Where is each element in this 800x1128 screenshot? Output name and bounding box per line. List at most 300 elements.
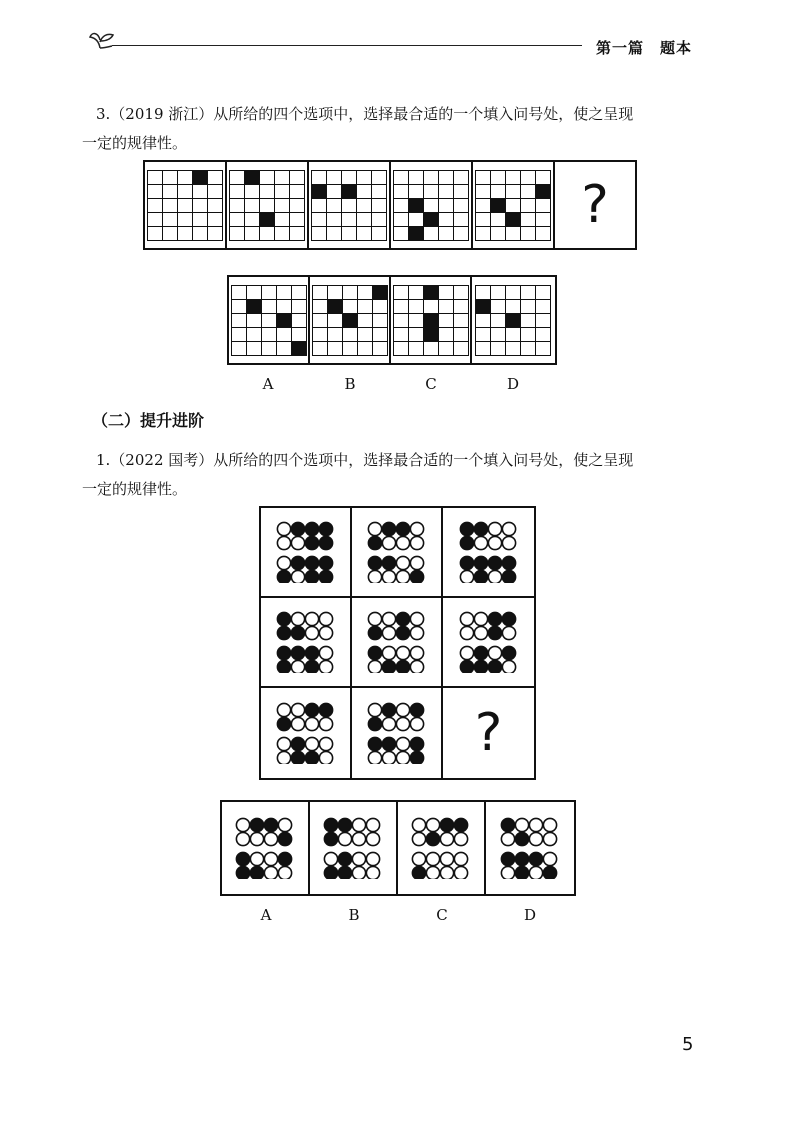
grid-square bbox=[536, 328, 551, 342]
grid-square bbox=[260, 199, 275, 213]
white-circle bbox=[278, 818, 291, 831]
grid-square bbox=[394, 171, 409, 185]
white-circle bbox=[410, 646, 423, 659]
circle-figure bbox=[458, 611, 520, 673]
option-b[interactable] bbox=[310, 802, 398, 894]
white-circle bbox=[250, 852, 263, 865]
grid-square bbox=[409, 227, 424, 241]
black-circle bbox=[305, 570, 318, 583]
grid-square bbox=[521, 185, 536, 199]
white-circle bbox=[488, 536, 501, 549]
grid-square bbox=[439, 213, 454, 227]
matrix-cell bbox=[261, 688, 352, 778]
grid-square bbox=[491, 286, 506, 300]
grid-square bbox=[208, 213, 223, 227]
white-circle bbox=[501, 866, 514, 879]
grid-square bbox=[454, 171, 469, 185]
black-circle bbox=[277, 717, 290, 730]
grid-square bbox=[373, 314, 388, 328]
grid-square bbox=[245, 199, 260, 213]
white-circle bbox=[410, 556, 423, 569]
white-circle bbox=[412, 852, 425, 865]
black-circle bbox=[236, 852, 249, 865]
grid-square bbox=[491, 199, 506, 213]
matrix-cell bbox=[261, 508, 352, 598]
black-circle bbox=[278, 832, 291, 845]
black-circle bbox=[319, 570, 332, 583]
white-circle bbox=[338, 832, 351, 845]
white-circle bbox=[368, 660, 381, 673]
matrix-cell bbox=[352, 508, 443, 598]
grid-square bbox=[409, 171, 424, 185]
white-circle bbox=[382, 751, 395, 764]
black-circle bbox=[474, 570, 487, 583]
question-3-options bbox=[227, 275, 557, 365]
black-circle bbox=[368, 556, 381, 569]
white-circle bbox=[305, 612, 318, 625]
black-circle bbox=[324, 866, 337, 879]
white-circle bbox=[474, 536, 487, 549]
grid-square bbox=[343, 286, 358, 300]
grid-square bbox=[439, 300, 454, 314]
black-circle bbox=[502, 646, 515, 659]
white-circle bbox=[319, 646, 332, 659]
grid-square bbox=[148, 227, 163, 241]
grid-square bbox=[163, 213, 178, 227]
question-mark-cell bbox=[555, 162, 635, 248]
option-c[interactable] bbox=[398, 802, 486, 894]
grid-square bbox=[327, 185, 342, 199]
grid-square bbox=[232, 328, 247, 342]
grid-square bbox=[313, 328, 328, 342]
header-rule bbox=[112, 45, 582, 46]
grid-square bbox=[262, 342, 277, 356]
matrix-cell bbox=[261, 598, 352, 688]
grid-square bbox=[290, 227, 305, 241]
option-a[interactable] bbox=[222, 802, 310, 894]
grid-square bbox=[328, 342, 343, 356]
grid-square bbox=[313, 286, 328, 300]
grid-square bbox=[312, 227, 327, 241]
black-circle bbox=[305, 646, 318, 659]
white-circle bbox=[410, 660, 423, 673]
white-circle bbox=[410, 522, 423, 535]
grid-square bbox=[536, 342, 551, 356]
grid-square bbox=[292, 314, 307, 328]
grid-square bbox=[357, 199, 372, 213]
white-circle bbox=[454, 832, 467, 845]
black-circle bbox=[338, 866, 351, 879]
grid-square bbox=[394, 227, 409, 241]
white-circle bbox=[305, 717, 318, 730]
white-circle bbox=[319, 612, 332, 625]
black-circle bbox=[277, 660, 290, 673]
grid-square bbox=[262, 300, 277, 314]
grid-square bbox=[230, 171, 245, 185]
black-circle bbox=[324, 818, 337, 831]
grid-square bbox=[327, 227, 342, 241]
grid-square bbox=[373, 328, 388, 342]
grid-figure bbox=[311, 170, 387, 241]
grid-square bbox=[424, 199, 439, 213]
section-title: （二）提升进阶 bbox=[92, 411, 205, 430]
question-mark: ? bbox=[474, 703, 503, 763]
grid-square bbox=[506, 314, 521, 328]
grid-square bbox=[230, 199, 245, 213]
grid-square bbox=[424, 213, 439, 227]
grid-square bbox=[409, 328, 424, 342]
grid-square bbox=[193, 199, 208, 213]
grid-square bbox=[424, 286, 439, 300]
black-circle bbox=[291, 556, 304, 569]
white-circle bbox=[382, 536, 395, 549]
black-circle bbox=[264, 818, 277, 831]
grid-square bbox=[232, 300, 247, 314]
black-circle bbox=[250, 866, 263, 879]
white-circle bbox=[368, 522, 381, 535]
white-circle bbox=[382, 612, 395, 625]
black-circle bbox=[368, 646, 381, 659]
black-circle bbox=[291, 522, 304, 535]
grid-square bbox=[247, 300, 262, 314]
grid-square bbox=[454, 314, 469, 328]
circle-figure bbox=[275, 702, 337, 764]
grid-square bbox=[439, 185, 454, 199]
black-circle bbox=[277, 626, 290, 639]
grid-square bbox=[409, 199, 424, 213]
grid-square bbox=[245, 185, 260, 199]
white-circle bbox=[368, 703, 381, 716]
white-circle bbox=[396, 556, 409, 569]
grid-square bbox=[178, 199, 193, 213]
black-circle bbox=[277, 570, 290, 583]
grid-square bbox=[262, 328, 277, 342]
grid-square bbox=[372, 199, 387, 213]
grid-square bbox=[476, 227, 491, 241]
grid-square bbox=[358, 342, 373, 356]
grid-square bbox=[424, 328, 439, 342]
white-circle bbox=[291, 612, 304, 625]
grid-square bbox=[521, 171, 536, 185]
white-circle bbox=[488, 522, 501, 535]
grid-figure bbox=[312, 285, 388, 356]
white-circle bbox=[236, 832, 249, 845]
grid-square bbox=[358, 286, 373, 300]
grid-square bbox=[312, 171, 327, 185]
white-circle bbox=[352, 832, 365, 845]
grid-figure bbox=[231, 285, 307, 356]
grid-square bbox=[506, 213, 521, 227]
white-circle bbox=[319, 751, 332, 764]
black-circle bbox=[382, 737, 395, 750]
grid-square bbox=[328, 300, 343, 314]
grid-square bbox=[342, 213, 357, 227]
grid-square bbox=[148, 199, 163, 213]
circle-figure bbox=[234, 817, 296, 879]
circle-figure bbox=[366, 521, 428, 583]
grid-square bbox=[394, 300, 409, 314]
white-circle bbox=[474, 612, 487, 625]
grid-square bbox=[357, 213, 372, 227]
grid-square bbox=[372, 227, 387, 241]
white-circle bbox=[502, 626, 515, 639]
black-circle bbox=[305, 660, 318, 673]
black-circle bbox=[460, 660, 473, 673]
grid-square bbox=[193, 213, 208, 227]
grid-square bbox=[521, 342, 536, 356]
grid-square bbox=[439, 199, 454, 213]
black-circle bbox=[396, 660, 409, 673]
grid-square bbox=[230, 213, 245, 227]
grid-square bbox=[506, 171, 521, 185]
white-circle bbox=[396, 646, 409, 659]
white-circle bbox=[410, 536, 423, 549]
black-circle bbox=[368, 717, 381, 730]
white-circle bbox=[352, 866, 365, 879]
grid-square bbox=[439, 342, 454, 356]
black-circle bbox=[474, 660, 487, 673]
grid-square bbox=[409, 185, 424, 199]
black-circle bbox=[382, 522, 395, 535]
white-circle bbox=[319, 660, 332, 673]
grid-square bbox=[148, 185, 163, 199]
white-circle bbox=[319, 626, 332, 639]
grid-square bbox=[394, 213, 409, 227]
grid-figure bbox=[393, 285, 469, 356]
grid-square bbox=[260, 185, 275, 199]
black-circle bbox=[410, 737, 423, 750]
grid-square bbox=[292, 300, 307, 314]
grid-square bbox=[454, 300, 469, 314]
white-circle bbox=[278, 866, 291, 879]
white-circle bbox=[396, 737, 409, 750]
white-circle bbox=[396, 703, 409, 716]
grid-square bbox=[313, 300, 328, 314]
grid-square bbox=[312, 213, 327, 227]
grid-square bbox=[328, 286, 343, 300]
grid-square bbox=[439, 314, 454, 328]
grid-square bbox=[163, 171, 178, 185]
option-label-a: A bbox=[260, 906, 272, 924]
option-d[interactable] bbox=[486, 802, 574, 894]
white-circle bbox=[264, 852, 277, 865]
grid-square bbox=[394, 342, 409, 356]
grid-square bbox=[424, 300, 439, 314]
grid-square bbox=[476, 199, 491, 213]
option-a[interactable] bbox=[229, 277, 310, 363]
black-circle bbox=[502, 612, 515, 625]
grid-square bbox=[424, 314, 439, 328]
black-circle bbox=[278, 852, 291, 865]
grid-square bbox=[230, 227, 245, 241]
black-circle bbox=[396, 612, 409, 625]
sequence-cell bbox=[227, 162, 309, 248]
white-circle bbox=[502, 536, 515, 549]
grid-square bbox=[163, 199, 178, 213]
white-circle bbox=[277, 737, 290, 750]
circle-figure bbox=[366, 611, 428, 673]
question-3-text bbox=[82, 100, 706, 158]
white-circle bbox=[366, 852, 379, 865]
question-1-line2: 一定的规律性。 bbox=[82, 480, 188, 498]
grid-square bbox=[328, 328, 343, 342]
grid-square bbox=[277, 314, 292, 328]
sequence-cell bbox=[391, 162, 473, 248]
white-circle bbox=[250, 832, 263, 845]
matrix-cell bbox=[443, 598, 534, 688]
grid-square bbox=[312, 199, 327, 213]
grid-square bbox=[292, 342, 307, 356]
black-circle bbox=[277, 612, 290, 625]
black-circle bbox=[488, 626, 501, 639]
grid-square bbox=[536, 227, 551, 241]
black-circle bbox=[488, 556, 501, 569]
white-circle bbox=[277, 522, 290, 535]
grid-square bbox=[275, 185, 290, 199]
white-circle bbox=[277, 556, 290, 569]
black-circle bbox=[291, 751, 304, 764]
grid-figure bbox=[229, 170, 305, 241]
black-circle bbox=[291, 646, 304, 659]
black-circle bbox=[291, 737, 304, 750]
grid-square bbox=[476, 171, 491, 185]
black-circle bbox=[529, 852, 542, 865]
grid-square bbox=[476, 342, 491, 356]
grid-square bbox=[476, 300, 491, 314]
black-circle bbox=[543, 866, 556, 879]
white-circle bbox=[410, 717, 423, 730]
black-circle bbox=[426, 832, 439, 845]
black-circle bbox=[382, 703, 395, 716]
white-circle bbox=[426, 818, 439, 831]
grid-square bbox=[454, 286, 469, 300]
black-circle bbox=[410, 751, 423, 764]
black-circle bbox=[502, 570, 515, 583]
grid-square bbox=[193, 227, 208, 241]
grid-square bbox=[357, 185, 372, 199]
black-circle bbox=[410, 570, 423, 583]
white-circle bbox=[454, 866, 467, 879]
black-circle bbox=[501, 818, 514, 831]
grid-square bbox=[372, 213, 387, 227]
option-d[interactable] bbox=[472, 277, 553, 363]
grid-square bbox=[343, 314, 358, 328]
white-circle bbox=[502, 660, 515, 673]
black-circle bbox=[488, 660, 501, 673]
grid-square bbox=[193, 171, 208, 185]
grid-square bbox=[193, 185, 208, 199]
white-circle bbox=[543, 852, 556, 865]
circle-figure bbox=[275, 521, 337, 583]
white-circle bbox=[529, 832, 542, 845]
grid-square bbox=[521, 227, 536, 241]
grid-square bbox=[409, 342, 424, 356]
white-circle bbox=[305, 737, 318, 750]
grid-square bbox=[394, 286, 409, 300]
grid-square bbox=[275, 213, 290, 227]
white-circle bbox=[366, 866, 379, 879]
white-circle bbox=[368, 751, 381, 764]
grid-square bbox=[521, 199, 536, 213]
white-circle bbox=[396, 717, 409, 730]
grid-square bbox=[476, 286, 491, 300]
black-circle bbox=[460, 536, 473, 549]
grid-square bbox=[232, 314, 247, 328]
grid-square bbox=[312, 185, 327, 199]
white-circle bbox=[426, 852, 439, 865]
black-circle bbox=[382, 660, 395, 673]
white-circle bbox=[529, 866, 542, 879]
grid-square bbox=[372, 171, 387, 185]
white-circle bbox=[291, 717, 304, 730]
white-circle bbox=[382, 717, 395, 730]
white-circle bbox=[440, 852, 453, 865]
grid-square bbox=[409, 213, 424, 227]
black-circle bbox=[412, 866, 425, 879]
black-circle bbox=[501, 852, 514, 865]
white-circle bbox=[396, 536, 409, 549]
circle-figure bbox=[410, 817, 472, 879]
grid-square bbox=[373, 300, 388, 314]
grid-figure bbox=[475, 285, 551, 356]
option-c[interactable] bbox=[391, 277, 472, 363]
grid-square bbox=[292, 328, 307, 342]
grid-square bbox=[313, 342, 328, 356]
question-1-line1: 1.（2022 国考）从所给的四个选项中，选择最合适的一个填入问号处，使之呈现 bbox=[96, 451, 634, 469]
black-circle bbox=[319, 536, 332, 549]
black-circle bbox=[474, 646, 487, 659]
white-circle bbox=[382, 570, 395, 583]
white-circle bbox=[529, 818, 542, 831]
question-3-sequence bbox=[143, 160, 637, 250]
option-label-a: A bbox=[262, 375, 274, 393]
grid-square bbox=[454, 227, 469, 241]
circle-figure bbox=[275, 611, 337, 673]
black-circle bbox=[305, 522, 318, 535]
grid-square bbox=[476, 185, 491, 199]
grid-square bbox=[327, 171, 342, 185]
grid-square bbox=[245, 171, 260, 185]
black-circle bbox=[305, 556, 318, 569]
option-label-b: B bbox=[344, 375, 356, 393]
grid-square bbox=[208, 185, 223, 199]
grid-figure bbox=[147, 170, 223, 241]
white-circle bbox=[277, 703, 290, 716]
grid-square bbox=[536, 213, 551, 227]
white-circle bbox=[366, 818, 379, 831]
black-circle bbox=[319, 703, 332, 716]
sequence-cell bbox=[145, 162, 227, 248]
option-label-d: D bbox=[506, 375, 520, 393]
circle-figure bbox=[458, 521, 520, 583]
grid-square bbox=[491, 171, 506, 185]
grid-square bbox=[491, 328, 506, 342]
white-circle bbox=[368, 612, 381, 625]
white-circle bbox=[426, 866, 439, 879]
matrix-cell bbox=[352, 598, 443, 688]
option-b[interactable] bbox=[310, 277, 391, 363]
header-title: 第一篇 题本 bbox=[596, 39, 693, 57]
grid-square bbox=[290, 213, 305, 227]
grid-square bbox=[277, 342, 292, 356]
white-circle bbox=[412, 832, 425, 845]
grid-square bbox=[424, 342, 439, 356]
grid-square bbox=[439, 286, 454, 300]
grid-square bbox=[506, 342, 521, 356]
black-circle bbox=[368, 737, 381, 750]
grid-square bbox=[536, 171, 551, 185]
grid-square bbox=[357, 227, 372, 241]
